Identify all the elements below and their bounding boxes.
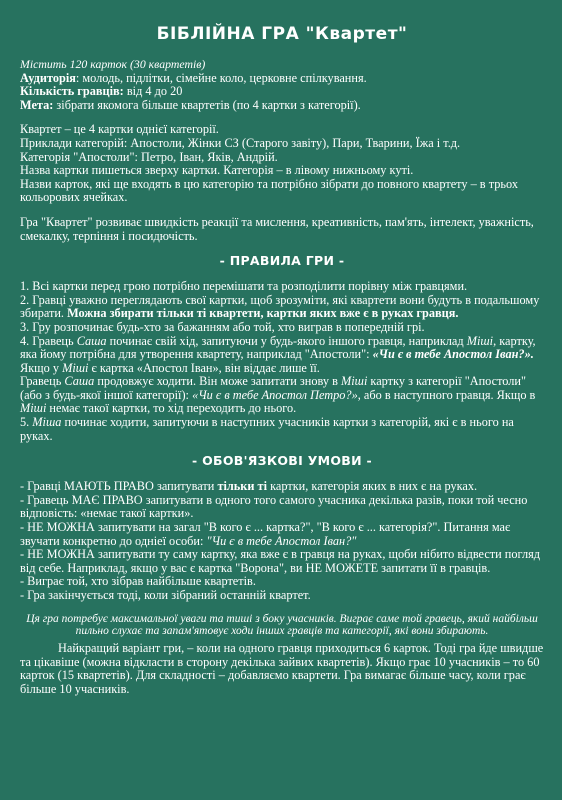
description-paragraph: Назва картки пишеться зверху картки. Категорія – в лівому нижньому куті. [20,163,414,178]
condition-item: - Виграє той, хто зібрав найбільше квартетів. [20,574,256,589]
conditions-list [20,480,544,602]
condition-item: - Гравець МАЄ ПРАВО запитувати в одного того самого учасника декілька разів, поки той чесно відповість: «немає такої картки». [20,492,528,521]
goal-line [20,99,544,113]
description-paragraph: Категорія "Апостоли": Петро, Іван, Яків, Андрій. [20,149,278,164]
condition-item: - НЕ МОЖНА запитувати ту саму картку, яка вже є в гравця на руках, щоби нібито відвести погляд від себе. Наприклад, якщо у вас є картка "Ворона", ви НЕ МОЖЕТЕ запитати її в гравців. [20,547,541,575]
audience-label: Аудиторія [20,70,76,85]
description-paragraph: Приклади категорій: Апостоли, Жінки СЗ (Старого завіту), Пари, Тварини, Їжа і т.д. [20,135,461,150]
best-variant-paragraph: Найкращий варіант гри, – коли на одного гравця приходиться 6 карток. Тоді гра йде швидше та цікавіше (можна відкласти в сторону декілька зайвих квартетів). Якщо грає 10 учасників – то 60 карток (15 квартетів). Для складності – добавляємо квартети. Гра вимагає більше часу, коли грає більше 10 учасників. [20,641,544,696]
rules-heading: - ПРАВИЛА ГРИ - [219,253,345,269]
rules-list [20,280,544,443]
rule-item: 3. Гру розпочинає будь-хто за бажанням або той, хто виграв в попередній грі. [20,319,425,334]
description-block [20,123,544,243]
conditions-heading: - ОБОВ'ЯЗКОВІ УМОВИ - [191,453,373,469]
attention-note: Ця гра потребує максимальної уваги та тиші з боку учасників. Виграє саме той гравець, який найбільш пильно слухає та запам'ятовує ходи інших гравців та категорії, які вони збирають. [26,612,538,638]
audience-line [20,72,544,86]
players-line [20,85,544,99]
rule-item: Гравець Саша продовжує ходити. Він може запитати знову в Міші картку з категорії "Апостоли" (або з будь-якої іншої категорії): «Чи є в тебе Апостол Петро?», або в наступного гравця. Якщо в Міші немає такої картки, то хід переходить до нього. [20,374,536,416]
rule-item: 5. Міша починає ходити, запитуючи в наступних учасників картки з категорій, які є в нього на руках. [20,415,514,443]
description-paragraph: Назви карток, які ще входять в цю категорію та потрібно зібрати до повного квартету – в трьох кольорових ячейках. [20,176,518,205]
rule-item: 2. Гравці уважно переглядають свої картки, щоб зрозуміти, які квартети вони будуть в подальшому збирати. Можна збирати тільки ті квартети, картки яких вже є в руках гравця. [20,292,540,321]
rule-item: Якщо у Міші є картка «Апостол Іван», він віддає лише її. [20,360,320,375]
description-paragraph: Гра "Квартет" розвиває швидкість реакції та мислення, креативність, пам'ять, інтелект, уважність, смекалку, терпіння і посидючість. [20,214,534,243]
players-text: від 4 до 20 [123,84,183,99]
card-count: Містить 120 карток (30 квартетів) [20,57,206,71]
page-title: БІБЛІЙНА ГРА "Квартет" [156,24,408,44]
condition-item: - НЕ МОЖНА запитувати на загал "В кого є ... картка?", "В кого є ... категорія?". Питання має звучати конкретно до одніеї особи: "Чи є в тебе Апостол Іван?" [20,520,511,548]
goal-text: зібрати якомога більше квартетів (по 4 картки з категорії). [53,97,361,112]
rule-item: 4. Гравець Саша починає свій хід, запитуючи у будь-якого іншого гравця, наприклад Міші, картку, яка йому потрібна для утворення квартету, наприклад "Апостоли": «Чи є в тебе Апостол Іван?». [20,333,536,362]
condition-item: - Гравці МАЮТЬ ПРАВО запитувати тільки ті картки, категорія яких в них є на руках. [20,479,478,494]
audience-text: : молодь, підлітки, сімейне коло, церковне спілкування. [75,70,367,85]
description-paragraph: Квартет – це 4 картки однієї категорії. [20,122,219,137]
rule-item: 1. Всі картки перед грою потрібно перемішати та розподілити порівну між гравцями. [20,279,468,294]
condition-item: - Гра закінчується тоді, коли зібраний останній квартет. [20,588,311,602]
intro-block [20,58,544,112]
players-label: Кількість гравців: [20,84,124,99]
goal-label: Мета: [20,97,54,112]
